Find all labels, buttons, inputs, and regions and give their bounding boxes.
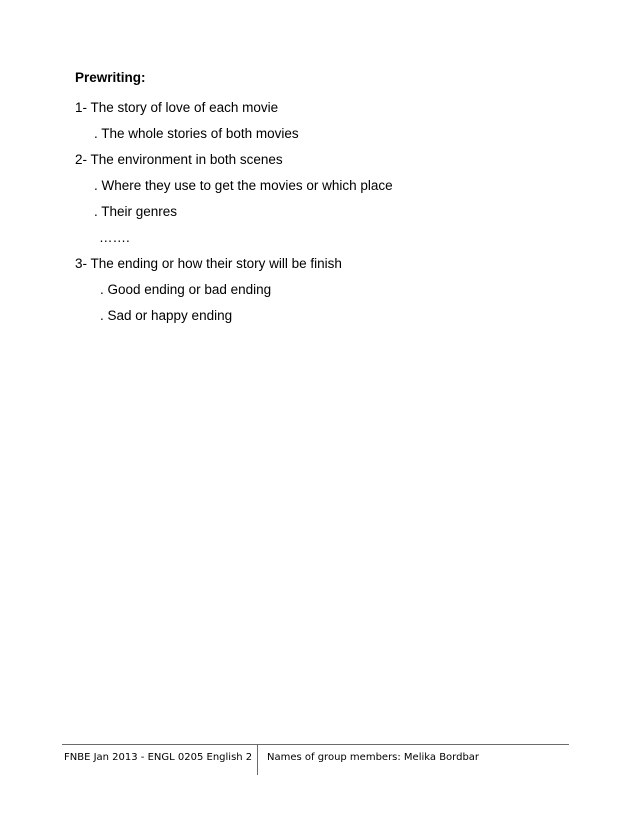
footer-group-members: Names of group members: Melika Bordbar	[267, 752, 480, 763]
list-item-1: 1- The story of love of each movie	[75, 100, 279, 115]
list-item-2: 2- The environment in both scenes	[75, 152, 283, 167]
document-body	[75, 70, 575, 334]
sub-item-1a: . The whole stories of both movies	[94, 126, 299, 141]
sub-item-2c: …….	[99, 230, 130, 245]
page-footer	[62, 744, 569, 775]
sub-item-2b: . Their genres	[94, 204, 178, 219]
section-heading: Prewriting:	[75, 70, 146, 85]
list-item-3: 3- The ending or how their story will be finish	[75, 256, 342, 271]
sub-item-2a: . Where they use to get the movies or which place	[94, 178, 393, 193]
sub-item-3b: . Sad or happy ending	[100, 308, 233, 323]
sub-item-3a: . Good ending or bad ending	[100, 282, 272, 297]
footer-divider	[257, 745, 258, 775]
footer-course-info: FNBE Jan 2013 - ENGL 0205 English 2	[64, 752, 253, 763]
